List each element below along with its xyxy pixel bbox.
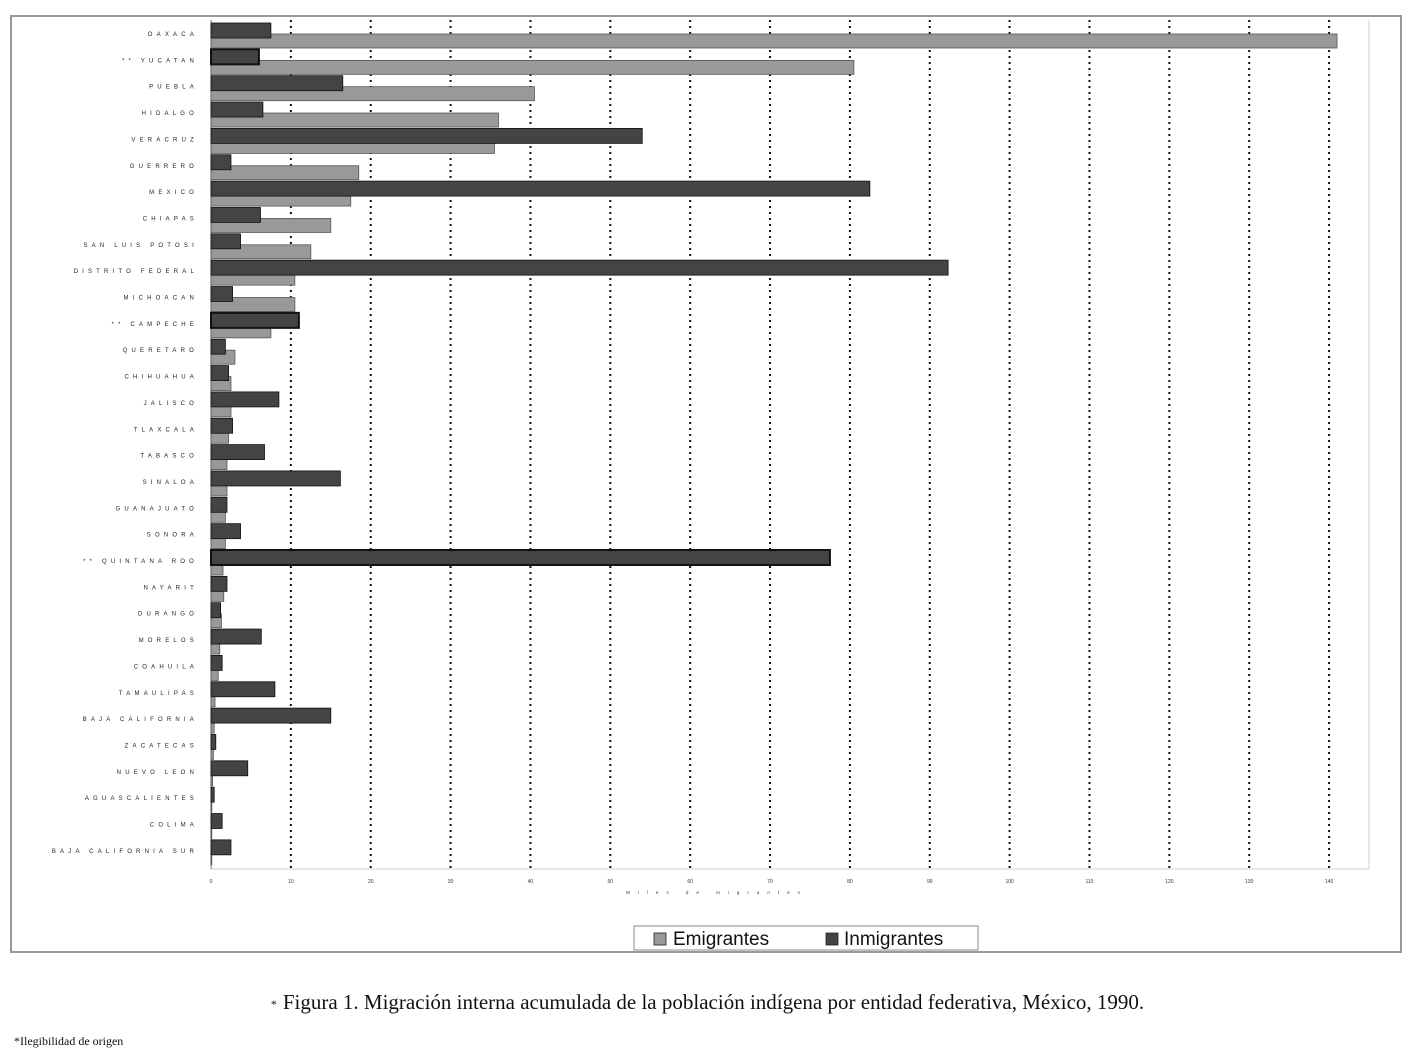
category-label: CHIHUAHUA xyxy=(124,374,198,381)
x-tick-label: 90 xyxy=(926,879,933,885)
bar-inmigrantes xyxy=(211,603,221,618)
x-tick-label: 80 xyxy=(847,879,853,885)
bar-inmigrantes xyxy=(211,76,343,91)
legend-swatch-emigrantes xyxy=(654,933,666,945)
figure-caption xyxy=(0,990,1415,1015)
bar-inmigrantes xyxy=(211,102,263,117)
footnote: *Ilegibilidad de origen xyxy=(14,1034,124,1048)
x-tick-label: 20 xyxy=(367,879,374,885)
x-tick-labels xyxy=(210,879,1334,885)
legend-swatch-inmigrantes xyxy=(826,933,838,945)
category-label: BAJA CALIFORNIA xyxy=(82,717,198,724)
x-tick-label: 40 xyxy=(527,879,534,885)
x-tick-label: 70 xyxy=(767,879,773,885)
caption-marker: * xyxy=(270,996,277,1011)
x-tick-label: 10 xyxy=(288,879,294,885)
bar-emigrantes xyxy=(211,34,1337,48)
bar-inmigrantes xyxy=(211,23,271,38)
bar-inmigrantes xyxy=(211,445,265,460)
bar-chart xyxy=(12,17,1402,953)
bar-inmigrantes xyxy=(211,181,870,196)
category-labels xyxy=(52,32,198,855)
category-label: NUEVO LEON xyxy=(116,769,198,776)
category-label: BAJA CALIFORNIA SUR xyxy=(51,848,198,855)
category-label: COLIMA xyxy=(149,822,198,829)
category-label: ** QUINTANA ROO xyxy=(83,559,198,565)
bar-inmigrantes xyxy=(211,366,229,381)
category-label: DURANGO xyxy=(137,611,198,618)
category-label: QUERETARO xyxy=(122,348,198,355)
bar-inmigrantes xyxy=(211,655,222,670)
bar-inmigrantes xyxy=(211,234,241,249)
chart-frame xyxy=(10,15,1402,953)
bar-inmigrantes xyxy=(211,734,216,749)
caption-text: Figura 1. Migración interna acumulada de la población indígena por entidad federativa, México, 1990. xyxy=(282,990,1145,1014)
x-tick-label: 120 xyxy=(1165,879,1174,885)
category-label: AGUASCALIENTES xyxy=(84,796,198,803)
bar-inmigrantes xyxy=(211,576,227,591)
bar-inmigrantes xyxy=(211,708,331,723)
category-label: COAHUILA xyxy=(133,664,198,671)
bar-inmigrantes xyxy=(211,814,222,829)
bar-inmigrantes xyxy=(211,787,214,802)
bar-inmigrantes xyxy=(211,840,231,855)
category-label: MICHOACAN xyxy=(123,295,198,302)
category-label: OAXACA xyxy=(147,32,198,38)
category-label: MORELOS xyxy=(138,638,198,645)
legend xyxy=(634,926,978,950)
bar-inmigrantes xyxy=(211,313,299,328)
category-label: MEXICO xyxy=(149,190,198,197)
bar-inmigrantes xyxy=(211,524,241,539)
bar-inmigrantes xyxy=(211,497,227,512)
bar-inmigrantes xyxy=(211,128,642,143)
category-label: DISTRITO FEDERAL xyxy=(73,269,198,276)
bar-emigrantes xyxy=(211,60,854,74)
x-tick-label: 130 xyxy=(1245,879,1254,885)
bar-inmigrantes xyxy=(211,550,830,565)
bar-inmigrantes xyxy=(211,471,340,486)
category-label: ** CAMPECHE xyxy=(111,321,198,328)
bar-inmigrantes xyxy=(211,260,948,275)
bar-inmigrantes xyxy=(211,339,225,354)
bar-inmigrantes xyxy=(211,287,233,302)
bar-inmigrantes xyxy=(211,629,261,644)
x-tick-label: 100 xyxy=(1005,879,1014,885)
category-label: SINALOA xyxy=(142,479,198,486)
bar-emigrantes xyxy=(211,166,359,180)
category-label: JALISCO xyxy=(143,400,198,407)
category-label: VERACRUZ xyxy=(131,137,198,144)
category-label: NAYARIT xyxy=(143,585,198,592)
category-label: SAN LUIS POTOSI xyxy=(83,242,198,249)
bar-inmigrantes xyxy=(211,761,248,776)
bar-inmigrantes xyxy=(211,418,233,433)
category-label: ** YUCATAN xyxy=(121,58,198,65)
x-tick-label: 110 xyxy=(1085,879,1094,885)
x-tick-label: 0 xyxy=(209,879,213,885)
bars xyxy=(211,23,1337,865)
x-tick-label: 140 xyxy=(1324,879,1334,885)
category-label: SONORA xyxy=(146,532,198,539)
category-label: TABASCO xyxy=(140,453,198,460)
legend-label-inmigrantes: Inmigrantes xyxy=(844,929,944,950)
category-label: CHIAPAS xyxy=(142,216,198,223)
category-label: GUERRERO xyxy=(129,163,198,170)
x-tick-label: 60 xyxy=(687,879,693,885)
x-tick-label: 50 xyxy=(607,879,614,885)
bar-inmigrantes xyxy=(211,682,275,697)
category-label: ZACATECAS xyxy=(124,743,198,750)
category-label: PUEBLA xyxy=(149,84,198,91)
x-tick-label: 30 xyxy=(447,879,454,885)
bar-inmigrantes xyxy=(211,155,231,170)
bar-inmigrantes xyxy=(211,207,261,222)
category-label: TLAXCALA xyxy=(133,427,198,434)
category-label: GUANAJUATO xyxy=(115,506,198,513)
bar-inmigrantes xyxy=(211,49,259,64)
bar-inmigrantes xyxy=(211,392,279,407)
legend-label-emigrantes: Emigrantes xyxy=(673,929,770,950)
x-axis-title: Miles de migrantes xyxy=(626,890,808,895)
category-label: HIDALGO xyxy=(141,111,198,118)
category-label: TAMAULIPAS xyxy=(118,690,198,697)
